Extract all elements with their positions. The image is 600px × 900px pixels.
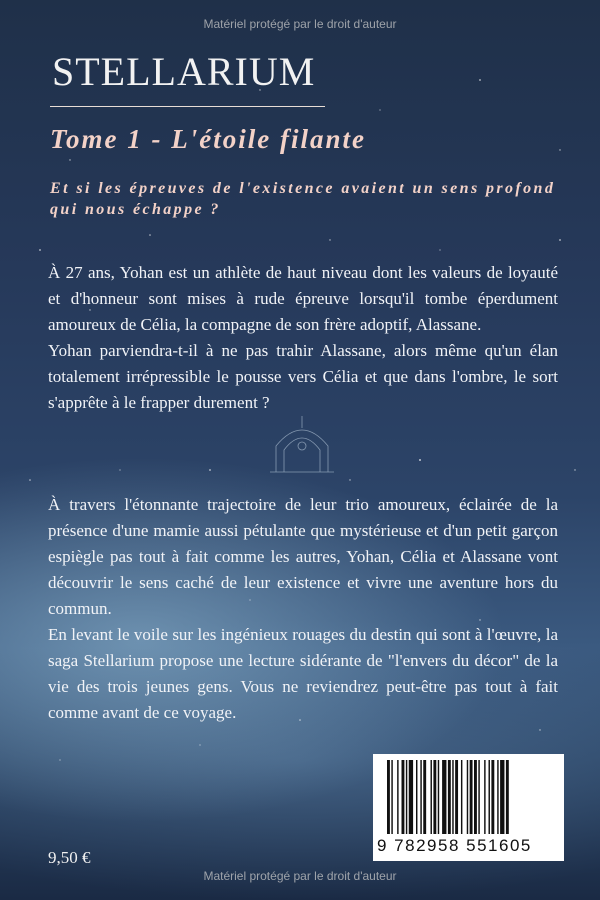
blurb-text: À 27 ans, Yohan est un athlète de haut niveau dont les valeurs de loyauté et d'honneur sont mises à rude épreuve lorsqu'il tombe éperdument amoureux de Célia, la compagne de son frère adoptif, Alassane. bbox=[48, 263, 558, 334]
blurb-text: En levant le voile sur les ingénieux rouages du destin qui sont à l'œuvre, la saga Stellarium propose une lecture sidérante de "l'envers du décor" de la vie des trois jeunes gens. Vous ne reviendrez peut-être pas tout à fait comme avant de ce voyage. bbox=[48, 625, 558, 722]
blurb-paragraph-2 bbox=[48, 492, 558, 726]
copyright-watermark-bottom: Matériel protégé par le droit d'auteur bbox=[203, 869, 397, 883]
blurb-text: Yohan parviendra-t-il à ne pas trahir Alassane, alors même qu'un élan totalement irrépressible le pousse vers Célia et que dans l'ombre, le sort s'apprête à le frapper durement ? bbox=[48, 341, 558, 412]
title-divider bbox=[50, 106, 325, 107]
book-subtitle: Tome 1 - L'étoile filante bbox=[50, 124, 366, 154]
blurb-text: À travers l'étonnante trajectoire de leur trio amoureux, éclairée de la présence d'une mamie aussi pétulante que mystérieuse et d'un petit garçon espiègle pas tout à fait comme les autres, Yohan, Célia et Alassane vont découvrir le sens caché de leur existence et vivre une aventure hors du commun. bbox=[48, 495, 558, 618]
isbn-number: 9 782958 551605 bbox=[377, 836, 532, 855]
isbn-barcode bbox=[373, 754, 564, 861]
book-price: 9,50 € bbox=[48, 848, 91, 867]
book-title: STELLARIUM bbox=[52, 49, 316, 94]
constellation-arch-icon bbox=[262, 410, 342, 480]
blurb-paragraph-1 bbox=[48, 260, 558, 416]
book-tagline: Et si les épreuves de l'existence avaient un sens profond qui nous échappe ? bbox=[50, 180, 556, 218]
copyright-watermark: Matériel protégé par le droit d'auteur bbox=[203, 17, 397, 31]
